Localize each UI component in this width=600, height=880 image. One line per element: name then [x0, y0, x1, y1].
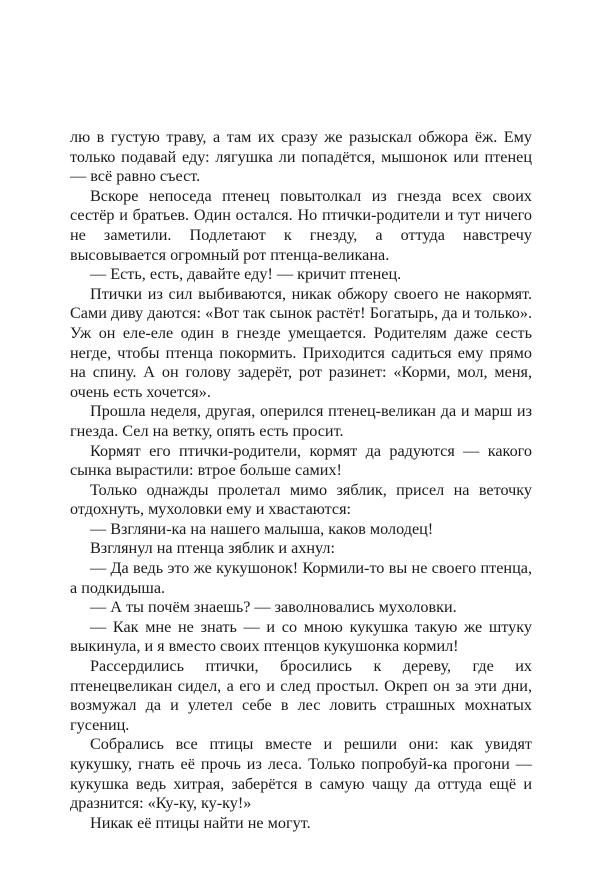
paragraph-10: — Да ведь это же кукушонок! Кормили-то вы не своего птенца, а подкидыша. [70, 559, 532, 597]
paragraph-11: — А ты почём знаешь? — заволновались мухоловки. [90, 598, 457, 617]
paragraph-6: Кормят его птички-родители, кормят да радуются — какого сынка вырастили: втрое больше самих! [70, 441, 532, 480]
paragraph-14: Собрались все птицы вместе и решили они: как увидят кукушку, гнать её прочь из леса. Только попробуй-ка прогони — кукушка ведь хитрая, заберётся в самую чащу да оттуда ещё и дразнится: «Ку-ку, ку-ку!» [70, 735, 532, 813]
page-text [70, 128, 532, 833]
paragraph-3: — Есть, есть, давайте еду! — кричит птенец. [90, 265, 402, 284]
paragraph-8: — Взгляни-ка на нашего малыша, каков молодец! [90, 519, 434, 538]
paragraph-4: Птички из сил выбиваются, никак обжору своего не накормят. Сами диву даются: «Вот так сынок растёт! Богатырь, да и только». Уж он еле-еле один в гнезде умещается. Родителям даже сесть негде, чтобы птенца покормить. Приходится садиться ему прямо на спину. А он голову задерёт, рот разинет: «Корми, мол, меня, очень есть хочется». [70, 284, 532, 401]
paragraph-2: Вскоре непоседа птенец повытолкал из гнезда всех своих сестёр и братьев. Один остался. Но птички-родители и тут ничего не заметили. Подлетают к гнезду, а оттуда навстречу высовывается огромный рот птенца-великана. [70, 186, 532, 264]
paragraph-15: Никак её птицы найти не могут. [90, 813, 311, 832]
paragraph-13: Рассердились птички, бросились к дереву, где их птенецвеликан сидел, а его и след простыл. Окреп он за эти дни, возмужал да и улетел себе в лес ловить страшных мохнатых гусениц. [70, 657, 532, 734]
paragraph-5: Прошла неделя, другая, оперился птенец-великан да и марш из гнезда. Сел на ветку, опять есть просит. [70, 402, 532, 440]
paragraph-12: — Как мне не знать — и со мною кукушка такую же штуку выкинула, и я вместо своих птенцов кукушонка кормил! [70, 617, 532, 656]
paragraph-9: Взглянул на птенца зяблик и ахнул: [90, 539, 336, 558]
paragraph-1: лю в густую траву, а там их сразу же разыскал обжора ёж. Ему только подавай еду: лягушка ли попадётся, мышонок или птенец — всё равно съест. [70, 128, 532, 186]
paragraph-7: Только однажды пролетал мимо зяблик, присел на веточку отдохнуть, мухоловки ему и хвастаются: [70, 480, 532, 519]
